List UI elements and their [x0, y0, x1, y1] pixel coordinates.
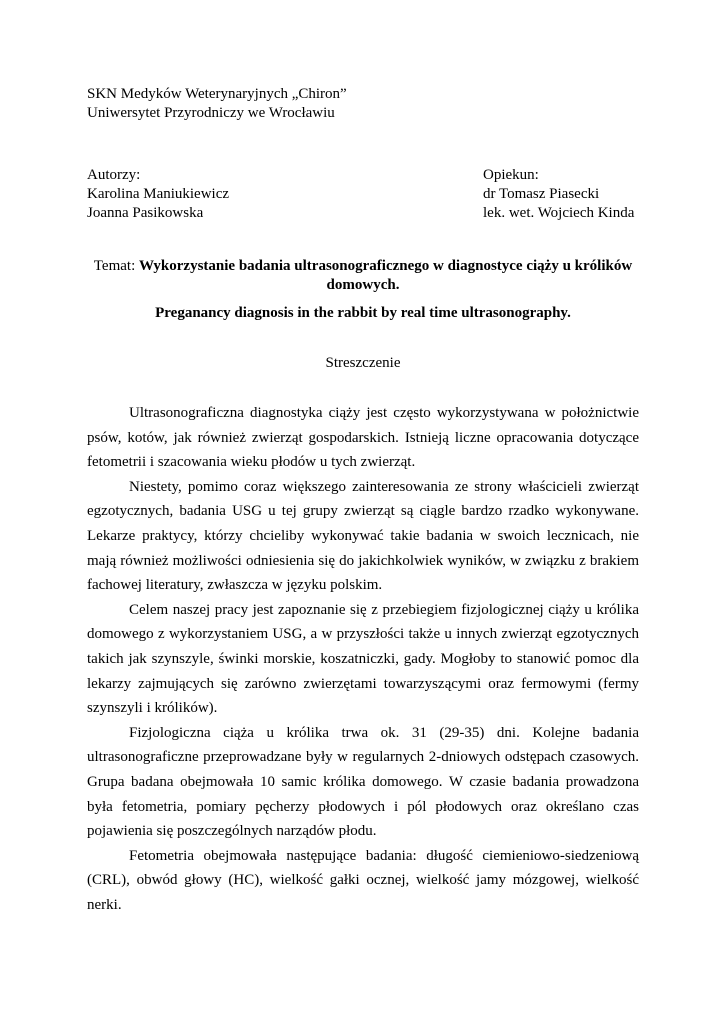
author-name: Karolina Maniukiewicz: [87, 186, 230, 202]
abstract-body: [87, 401, 639, 917]
supervisor-name: dr Tomasz Piasecki: [483, 186, 600, 202]
authors-block: [87, 166, 229, 223]
abstract-paragraph: Fetometria obejmowała następujące badania: długość ciemieniowo-siedzeniową (CRL), obwód głowy (HC), wielkość gałki ocznej, wielkość jamy mózgowej, wielkość nerki.: [87, 847, 639, 913]
supervisors-label: Opiekun:: [483, 167, 539, 183]
document-header: [87, 85, 347, 123]
university-name: Uniwersytet Przyrodniczy we Wrocławiu: [87, 105, 335, 121]
organization-name: SKN Medyków Weterynaryjnych „Chiron”: [87, 86, 347, 102]
topic-title: Wykorzystanie badania ultrasonograficznego w diagnostyce ciąży u królików domowych.: [138, 258, 633, 293]
supervisor-name: lek. wet. Wojciech Kinda: [483, 205, 635, 221]
abstract-paragraph: Ultrasonograficzna diagnostyka ciąży jest często wykorzystywana w położnictwie psów, kotów, jak również zwierząt gospodarskich. Istnieją liczne opracowania dotyczące fetometrii i szacowania wieku płodów u tych zwierząt.: [87, 405, 639, 471]
topic-prefix: Temat:: [93, 258, 139, 274]
supervisors-block: [483, 166, 634, 223]
abstract-paragraph: Fizjologiczna ciąża u królika trwa ok. 31 (29-35) dni. Kolejne badania ultrasonograficzne przeprowadzane były w regularnych 2-dniowych odstępach czasowych. Grupa badana obejmowała 10 samic królika domowego. W czasie badania prowadzona była fetometria, pomiary pęcherzy płodowych i pól płodowych oraz określano czas pojawienia się poszczególnych narządów płodu.: [87, 724, 639, 840]
authors-label: Autorzy:: [87, 167, 141, 183]
english-title: Preganancy diagnosis in the rabbit by real time ultrasonography.: [155, 305, 571, 321]
abstract-paragraph: Celem naszej pracy jest zapoznanie się z przebiegiem fizjologicznej ciąży u królika domowego z wykorzystaniem USG, a w przyszłości także u innych zwierząt egzotycznych takich jak szynszyle, świnki morskie, koszatniczki, gady. Mogłoby to stanowić pomoc dla lekarzy zajmujących się zarówno zwierzętami towarzyszącymi oraz fermowymi (fermy szynszyli i królików).: [87, 601, 639, 717]
topic-line: [87, 257, 639, 295]
abstract-heading: Streszczenie: [325, 355, 401, 371]
abstract-paragraph: Niestety, pomimo coraz większego zainteresowania ze strony właścicieli zwierząt egzotycznych, badania USG u tej grupy zwierząt są ciągle bardzo rzadko wykonywane. Lekarze praktycy, którzy chcieliby wykonywać takie badania w swoich lecznicach, nie mają również możliwości odniesienia się do jakichkolwiek wyników, w związku z brakiem fachowej literatury, zwłaszcza w języku polskim.: [87, 478, 639, 594]
author-name: Joanna Pasikowska: [87, 205, 204, 221]
